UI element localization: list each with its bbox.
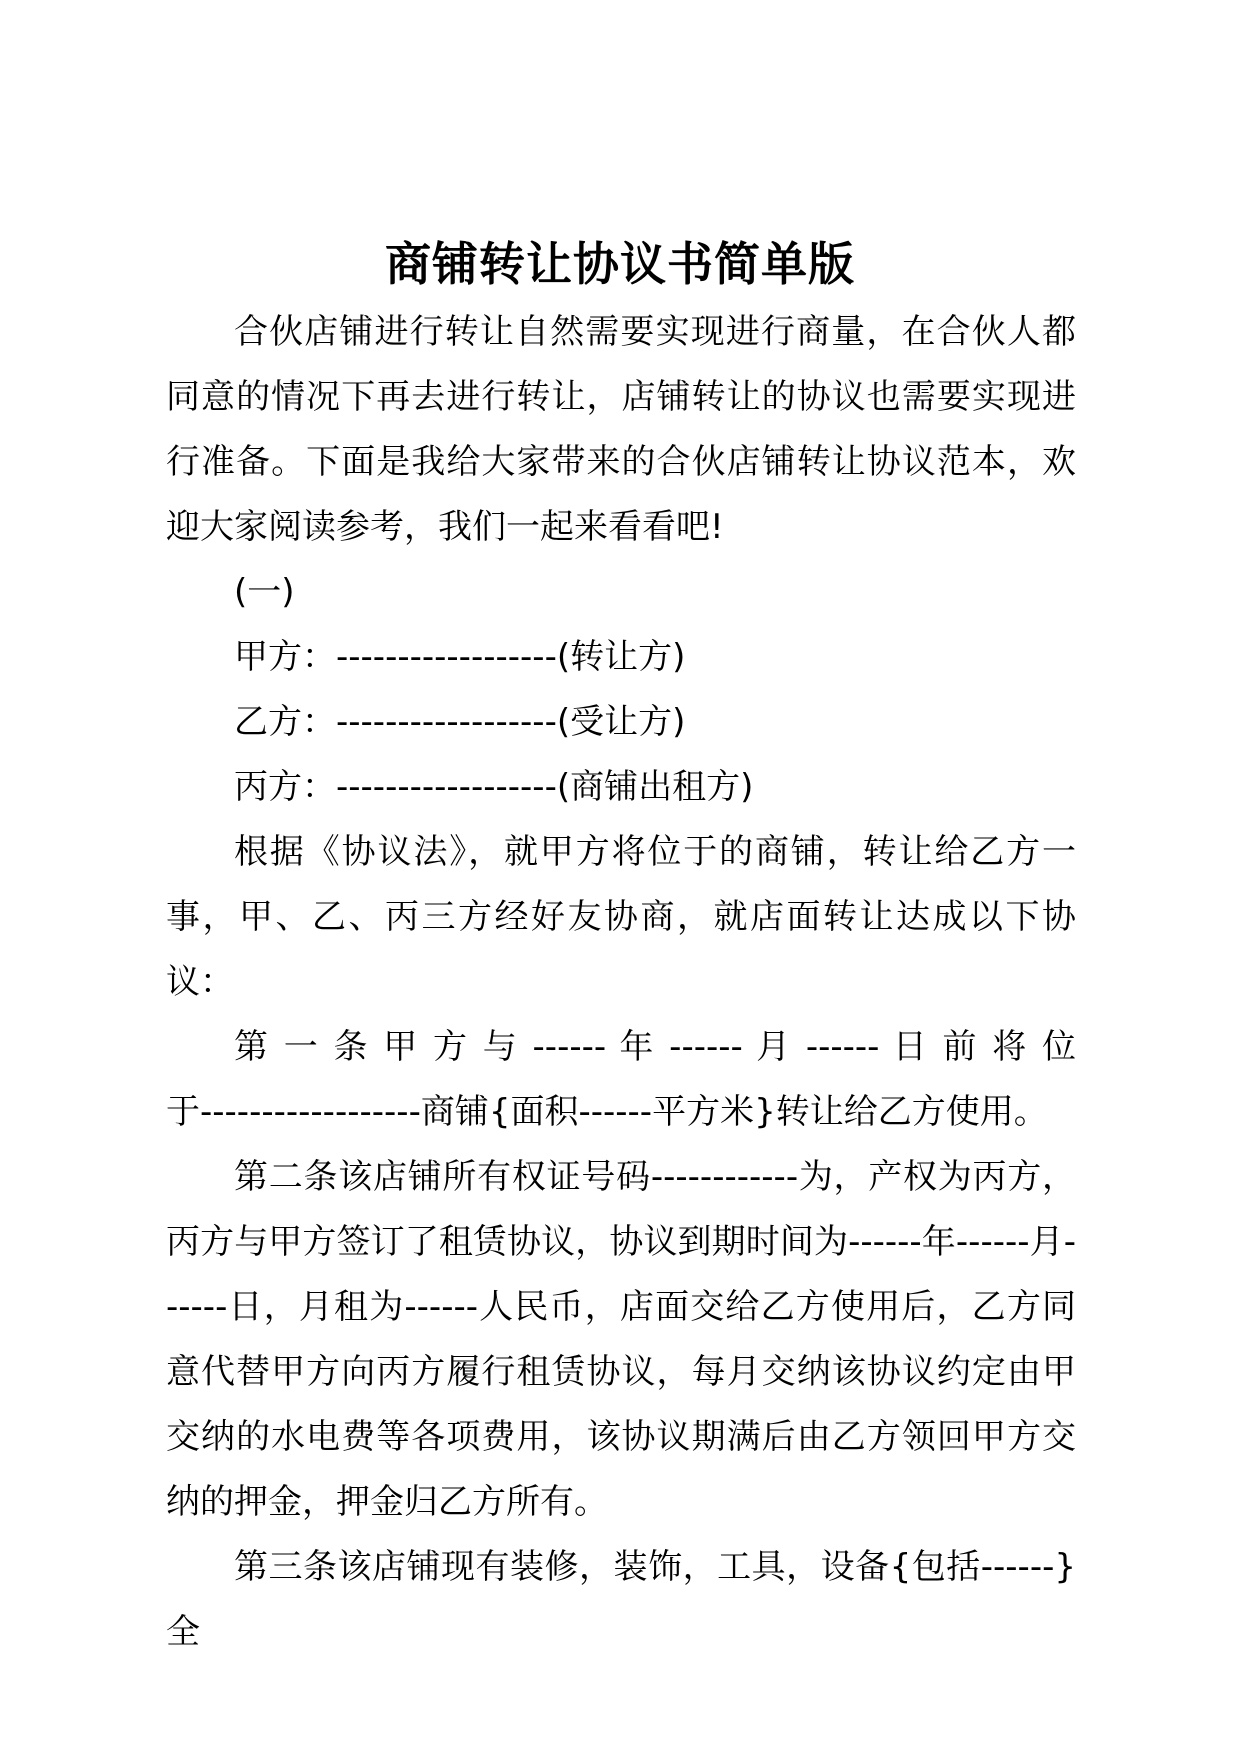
- party-a-line: 甲方：------------------(转让方): [234, 637, 686, 677]
- article-1-line-1: 第 一 条 甲 方 与 ------ 年 ------ 月 ------ 日 前 将 位: [234, 1027, 1076, 1067]
- party-c-line: 丙方：------------------(商铺出租方): [234, 767, 754, 807]
- article-2-paragraph: 第二条该店铺所有权证号码------------为，产权为丙方，丙方与甲方签订了租赁协议，协议到期时间为------年------月------日，月租为------人民币，店面交给乙方使用后，乙方同意代替甲方向丙方履行租赁协议，每月交纳该协议约定由甲交纳的水电费等各项费用，该协议期满后由乙方领回甲方交纳的押金，押金归乙方所有。: [166, 1157, 1076, 1522]
- party-b-line: 乙方：------------------(受让方): [234, 702, 686, 742]
- document-title: 商铺转让协议书简单版: [385, 237, 855, 291]
- intro-paragraph: 合伙店铺进行转让自然需要实现进行商量，在合伙人都同意的情况下再去进行转让，店铺转让的协议也需要实现进行准备。下面是我给大家带来的合伙店铺转让协议范本，欢迎大家阅读参考，我们一起来看看吧!: [166, 312, 1076, 547]
- article-3-paragraph: 第三条该店铺现有装修，装饰，工具，设备{包括------}全: [166, 1547, 1076, 1652]
- article-1-line-2: 于------------------商铺{面积------平方米}转让给乙方使用。: [166, 1092, 1048, 1132]
- basis-paragraph: 根据《协议法》，就甲方将位于的商铺，转让给乙方一事，甲、乙、丙三方经好友协商，就店面转让达成以下协议：: [166, 832, 1076, 1002]
- section-marker: (一): [234, 572, 295, 612]
- document-body: [166, 300, 1076, 1665]
